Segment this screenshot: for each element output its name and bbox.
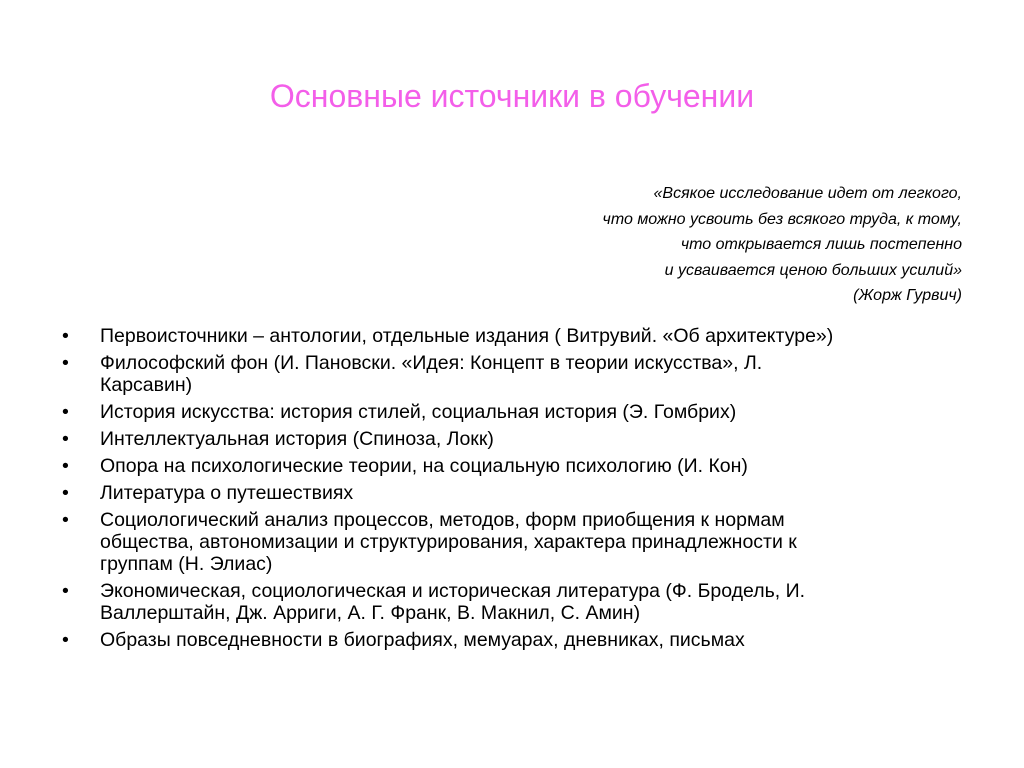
- bullet-text-line: Интеллектуальная история (Спиноза, Локк): [100, 428, 494, 450]
- bullet-text-line: группам (Н. Элиас): [100, 553, 273, 575]
- quote-author: (Жорж Гурвич): [853, 287, 962, 304]
- bullet-icon: •: [62, 428, 69, 450]
- bullet-text: [100, 580, 962, 624]
- bullet-icon: •: [62, 629, 69, 651]
- bullet-text: [100, 482, 962, 504]
- bullet-icon: •: [62, 352, 69, 374]
- bullet-text: [100, 401, 962, 423]
- sources-bullet-list: [62, 325, 962, 656]
- bullet-icon: •: [62, 455, 69, 477]
- bullet-text: [100, 325, 962, 347]
- bullet-text: [100, 509, 962, 575]
- bullet-text: [100, 455, 962, 477]
- bullet-item: [62, 509, 962, 575]
- bullet-text-line: Первоисточники – антологии, отдельные издания ( Витрувий. «Об архитектуре»): [100, 325, 834, 347]
- quote-line: «Всякое исследование идет от легкого,: [653, 185, 962, 202]
- bullet-text-line: Карсавин): [100, 374, 193, 396]
- bullet-item: [62, 455, 962, 477]
- bullet-icon: •: [62, 325, 69, 347]
- bullet-icon: •: [62, 509, 69, 531]
- bullet-item: [62, 580, 962, 624]
- bullet-icon: •: [62, 580, 69, 602]
- quote-line: что открывается лишь постепенно: [680, 236, 962, 253]
- quote-line: и усваивается ценою больших усилий»: [664, 261, 962, 279]
- bullet-text-line: Философский фон (И. Пановски. «Идея: Концепт в теории искусства», Л.: [100, 352, 763, 374]
- bullet-item: [62, 482, 962, 504]
- bullet-item: [62, 325, 962, 347]
- bullet-item: [62, 352, 962, 396]
- bullet-text-line: Литература о путешествиях: [100, 482, 354, 504]
- slide-title: Основные источники в обучении: [269, 78, 755, 114]
- bullet-icon: •: [62, 401, 69, 423]
- bullet-text-line: Экономическая, социологическая и историческая литература (Ф. Бродель, И.: [100, 580, 806, 602]
- bullet-text-line: Опора на психологические теории, на социальную психологию (И. Кон): [100, 455, 748, 477]
- bullet-text-line: История искусства: история стилей, социальная история (Э. Гомбрих): [100, 401, 737, 423]
- bullet-text-line: Валлерштайн, Дж. Арриги, А. Г. Франк, В. Макнил, С. Амин): [100, 602, 641, 624]
- bullet-text: [100, 352, 962, 396]
- quote-line: что можно усвоить без всякого труда, к тому,: [602, 210, 962, 228]
- bullet-text: [100, 428, 962, 450]
- bullet-item: [62, 401, 962, 423]
- bullet-text-line: общества, автономизации и структурирования, характера принадлежности к: [100, 531, 797, 553]
- bullet-text-line: Социологический анализ процессов, методов, форм приобщения к нормам: [100, 509, 785, 531]
- bullet-item: [62, 629, 962, 651]
- bullet-icon: •: [62, 482, 69, 504]
- quote-block: [402, 181, 962, 309]
- bullet-text-line: Образы повседневности в биографиях, мемуарах, дневниках, письмах: [100, 629, 745, 651]
- bullet-item: [62, 428, 962, 450]
- bullet-text: [100, 629, 962, 651]
